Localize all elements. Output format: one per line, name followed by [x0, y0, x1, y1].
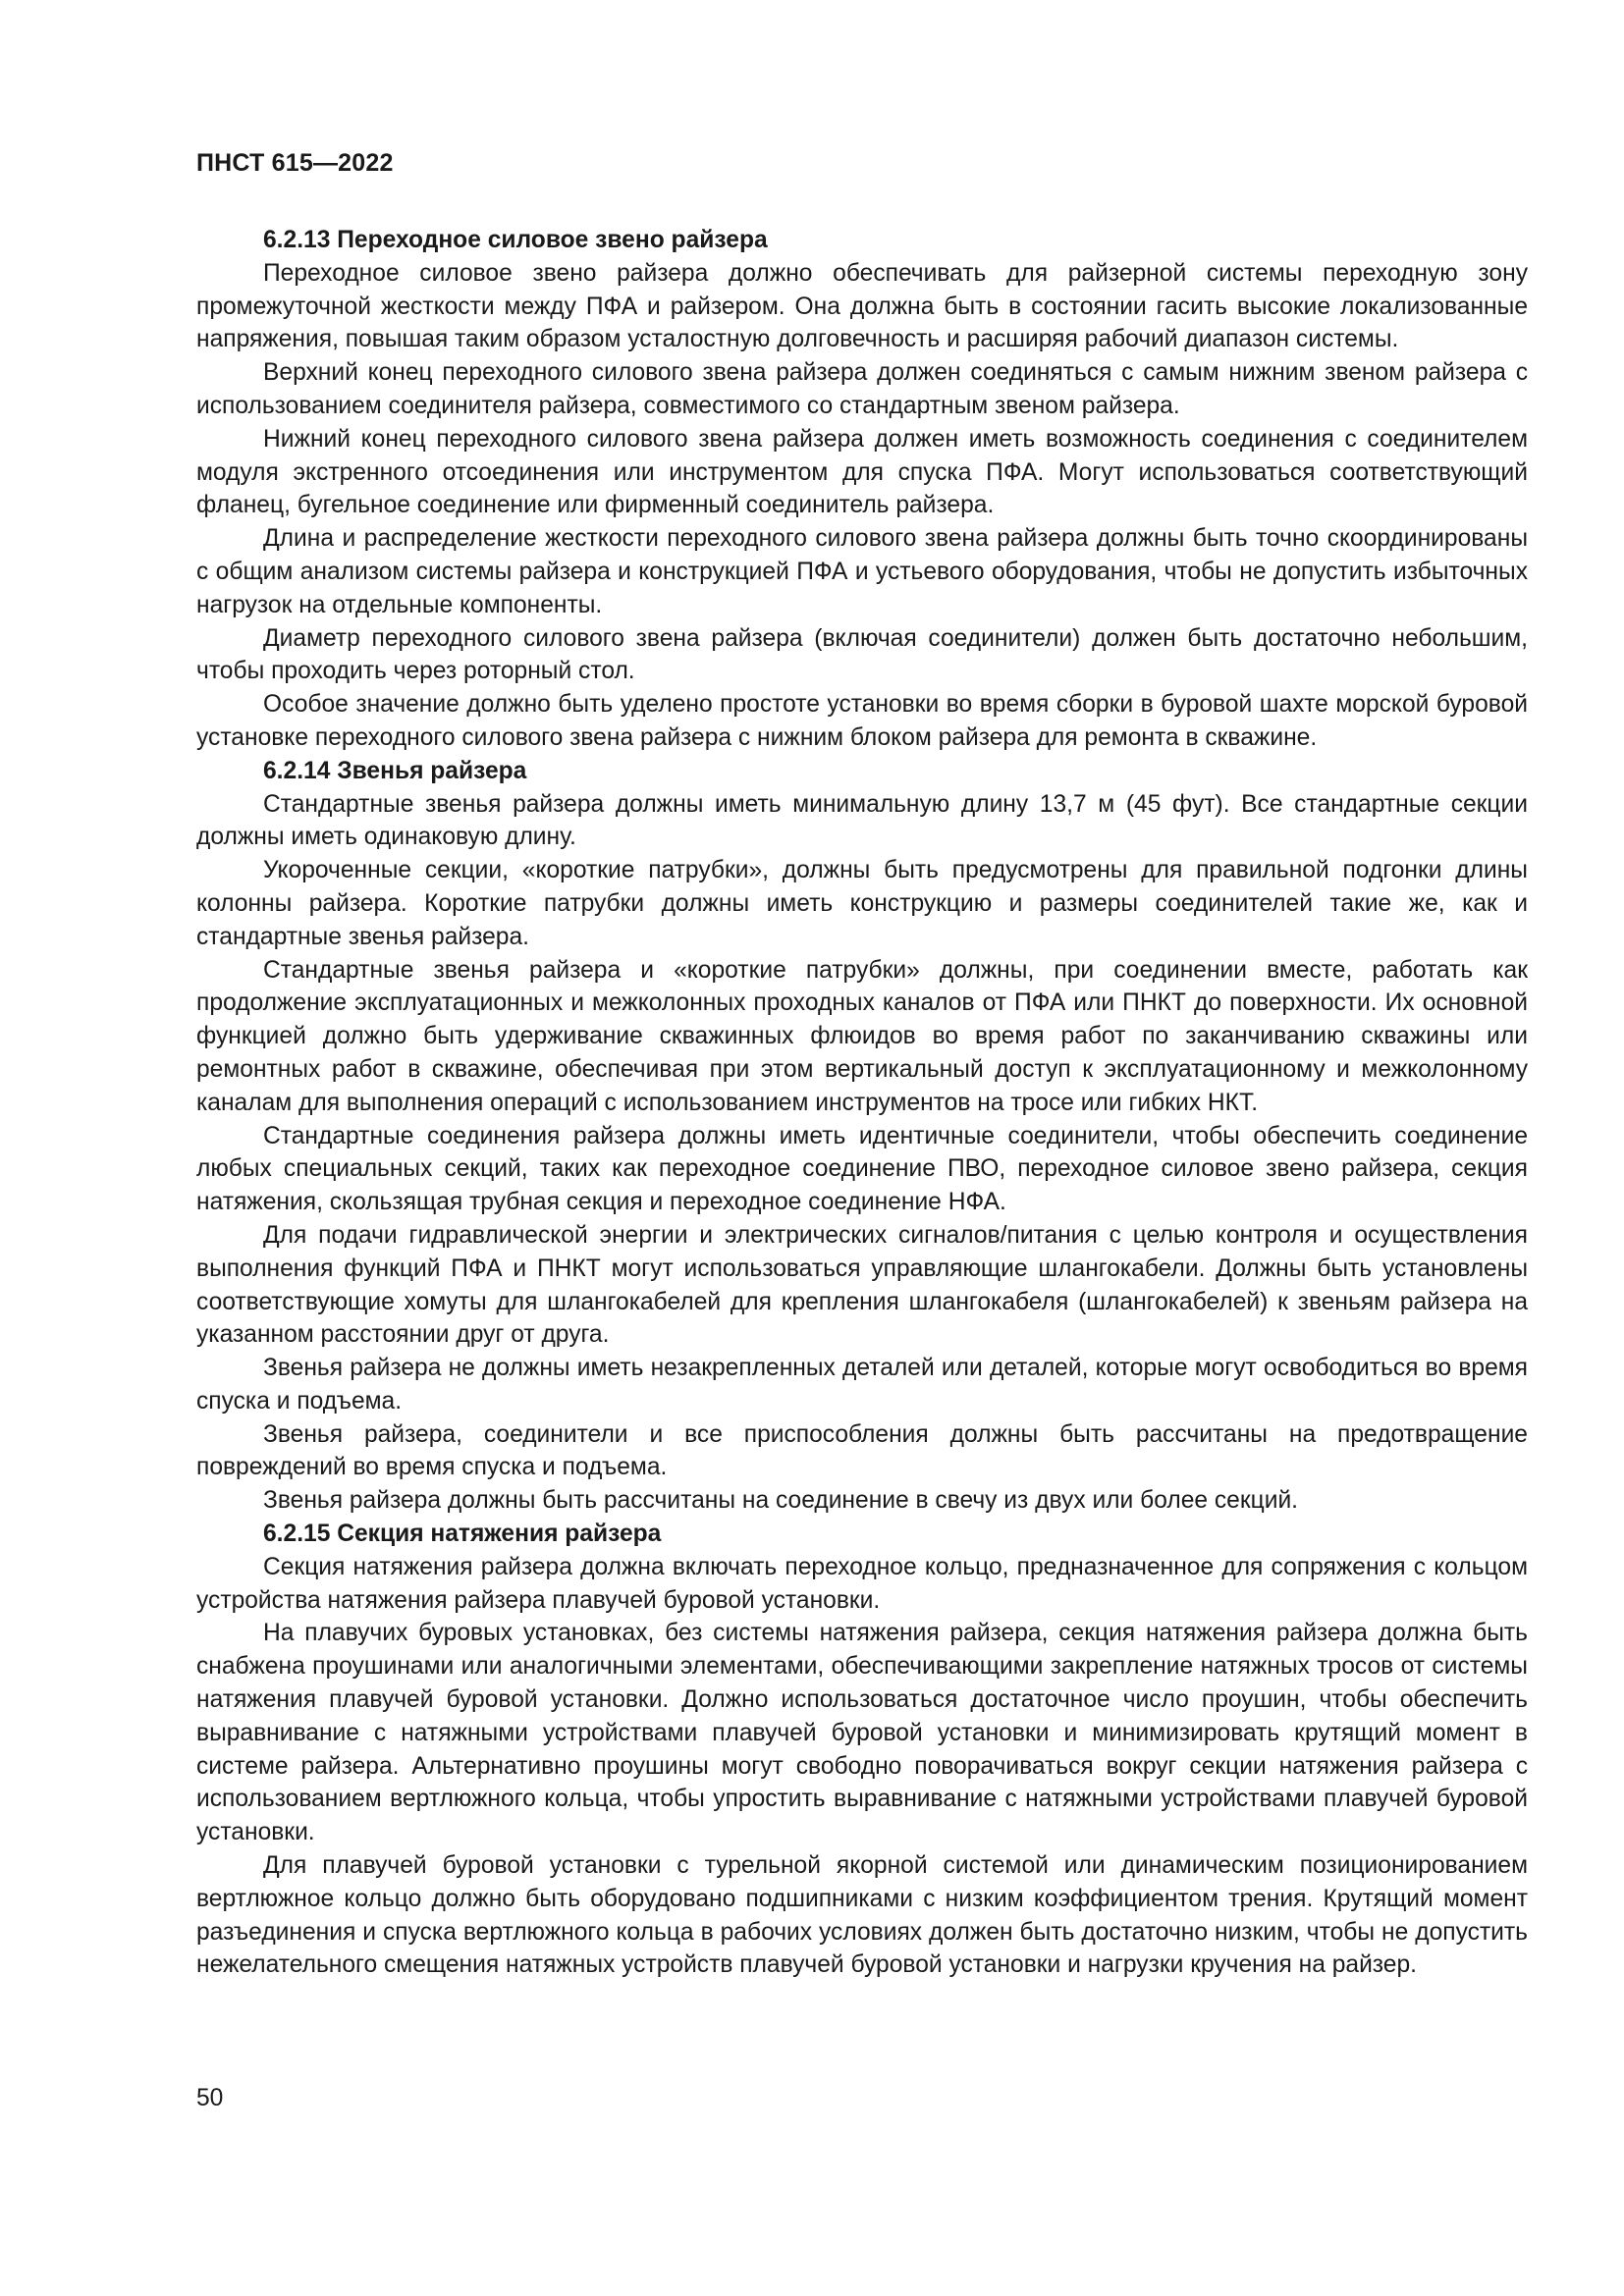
- section-heading: 6.2.14 Звенья райзера: [263, 757, 527, 784]
- section-heading: 6.2.15 Секция натяжения райзера: [263, 1521, 662, 1548]
- paragraph: Стандартные соединения райзера должны иметь идентичные соединители, чтобы обеспечить соединение любых специальных секций, таких как переходное соединение ПВО, переходное силовое звено райзера, секция натяжения, скользящая трубная секция и переходное соединение НФА.: [196, 1122, 1528, 1216]
- paragraph: На плавучих буровых установках, без системы натяжения райзера, секция натяжения райзера должна быть снабжена проушинами или аналогичными элементами, обеспечивающими закрепление натяжных тросов от системы натяжения плавучей буровой установки. Должно использоваться достаточное число проушин, чтобы обеспечить выравнивание с натяжными устройствами плавучей буровой установки и минимизировать крутящий момент в системе райзера. Альтернативно проушины могут свободно поворачиваться вокруг секции натяжения райзера с использованием вертлюжного кольца, чтобы упростить выравнивание с натяжными устройствами плавучей буровой установки.: [196, 1620, 1528, 1846]
- paragraph: Диаметр переходного силового звена райзера (включая соединители) должен быть достаточно небольшим, чтобы проходить через роторный стол.: [196, 624, 1528, 685]
- paragraph: Стандартные звенья райзера должны иметь минимальную длину 13,7 м (45 фут). Все стандартные секции должны иметь одинаковую длину.: [196, 790, 1528, 851]
- paragraph: Секция натяжения райзера должна включать переходное кольцо, предназначенное для сопряжения с кольцом устройства натяжения райзера плавучей буровой установки.: [196, 1553, 1528, 1614]
- paragraph: Для подачи гидравлической энергии и электрических сигналов/питания с целью контроля и осуществления выполнения функций ПФА и ПНКТ могут использоваться управляющие шлангокабели. Должны быть установлены соответствующие хомуты для шлангокабелей для крепления шлангокабеля (шлангокабелей) к звеньям райзера на указанном расстоянии друг от друга.: [196, 1221, 1528, 1349]
- paragraph: Переходное силовое звено райзера должно обеспечивать для райзерной системы переходную зону промежуточной жесткости между ПФА и райзером. Она должна быть в состоянии гасить высокие локализованные напряжения, повышая таким образом усталостную долговечность и расширяя рабочий диапазон системы.: [196, 259, 1528, 353]
- paragraph: Длина и распределение жесткости переходного силового звена райзера должны быть точно скоординированы с общим анализом системы райзера и конструкцией ПФА и устьевого оборудования, чтобы не допустить избыточных нагрузок на отдельные компоненты.: [196, 525, 1528, 618]
- paragraph: Звенья райзера должны быть рассчитаны на соединение в свечу из двух или более секций.: [263, 1487, 1299, 1515]
- section-6-2-14: [196, 755, 1528, 1518]
- section-heading: 6.2.13 Переходное силовое звено райзера: [263, 227, 768, 253]
- page-number: 50: [196, 2085, 224, 2111]
- paragraph: Стандартные звенья райзера и «короткие патрубки» должны, при соединении вместе, работать как продолжение эксплуатационных и межколонных проходных каналов от ПФА или ПНКТ до поверхности. Их основной функцией должно быть удерживание скважинных флюидов во время работ по заканчиванию скважины или ремонтных работ в скважине, обеспечивая при этом вертикальный доступ к эксплуатационному и межколонному каналам для выполнения операций с использованием инструментов на тросе или гибких НКТ.: [196, 956, 1528, 1116]
- document-body: [196, 224, 1528, 1982]
- section-6-2-13: [196, 224, 1528, 755]
- paragraph: Верхний конец переходного силового звена райзера должен соединяться с самым нижним звеном райзера с использованием соединителя райзера, совместимого со стандартным звеном райзера.: [196, 359, 1528, 419]
- paragraph: Укороченные секции, «короткие патрубки», должны быть предусмотрены для правильной подгонки длины колонны райзера. Короткие патрубки должны иметь конструкцию и размеры соединителей такие же, как и стандартные звенья райзера.: [196, 857, 1528, 950]
- paragraph: Звенья райзера, соединители и все приспособления должны быть рассчитаны на предотвращение повреждений во время спуска и подъема.: [196, 1420, 1528, 1481]
- document-code: ПНСТ 615—2022: [196, 149, 394, 177]
- paragraph: Нижний конец переходного силового звена райзера должен иметь возможность соединения с соединителем модуля экстренного отсоединения или инструментом для спуска ПФА. Могут использоваться соответствующий фланец, бугельное соединение или фирменный соединитель райзера.: [196, 425, 1528, 519]
- paragraph: Звенья райзера не должны иметь незакрепленных деталей или деталей, которые могут освободиться во время спуска и подъема.: [196, 1355, 1528, 1415]
- paragraph: Особое значение должно быть уделено простоте установки во время сборки в буровой шахте морской буровой установке переходного силового звена райзера с нижним блоком райзера для ремонта в скважине.: [196, 691, 1528, 751]
- paragraph: Для плавучей буровой установки с турельной якорной системой или динамическим позиционированием вертлюжное кольцо должно быть оборудовано подшипниками с низким коэффициентом трения. Крутящий момент разъединения и спуска вертлюжного кольца в рабочих условиях должен быть достаточно низким, чтобы не допустить нежелательного смещения натяжных устройств плавучей буровой установки и нагрузки кручения на райзер.: [196, 1852, 1528, 1979]
- section-6-2-15: [196, 1518, 1528, 1982]
